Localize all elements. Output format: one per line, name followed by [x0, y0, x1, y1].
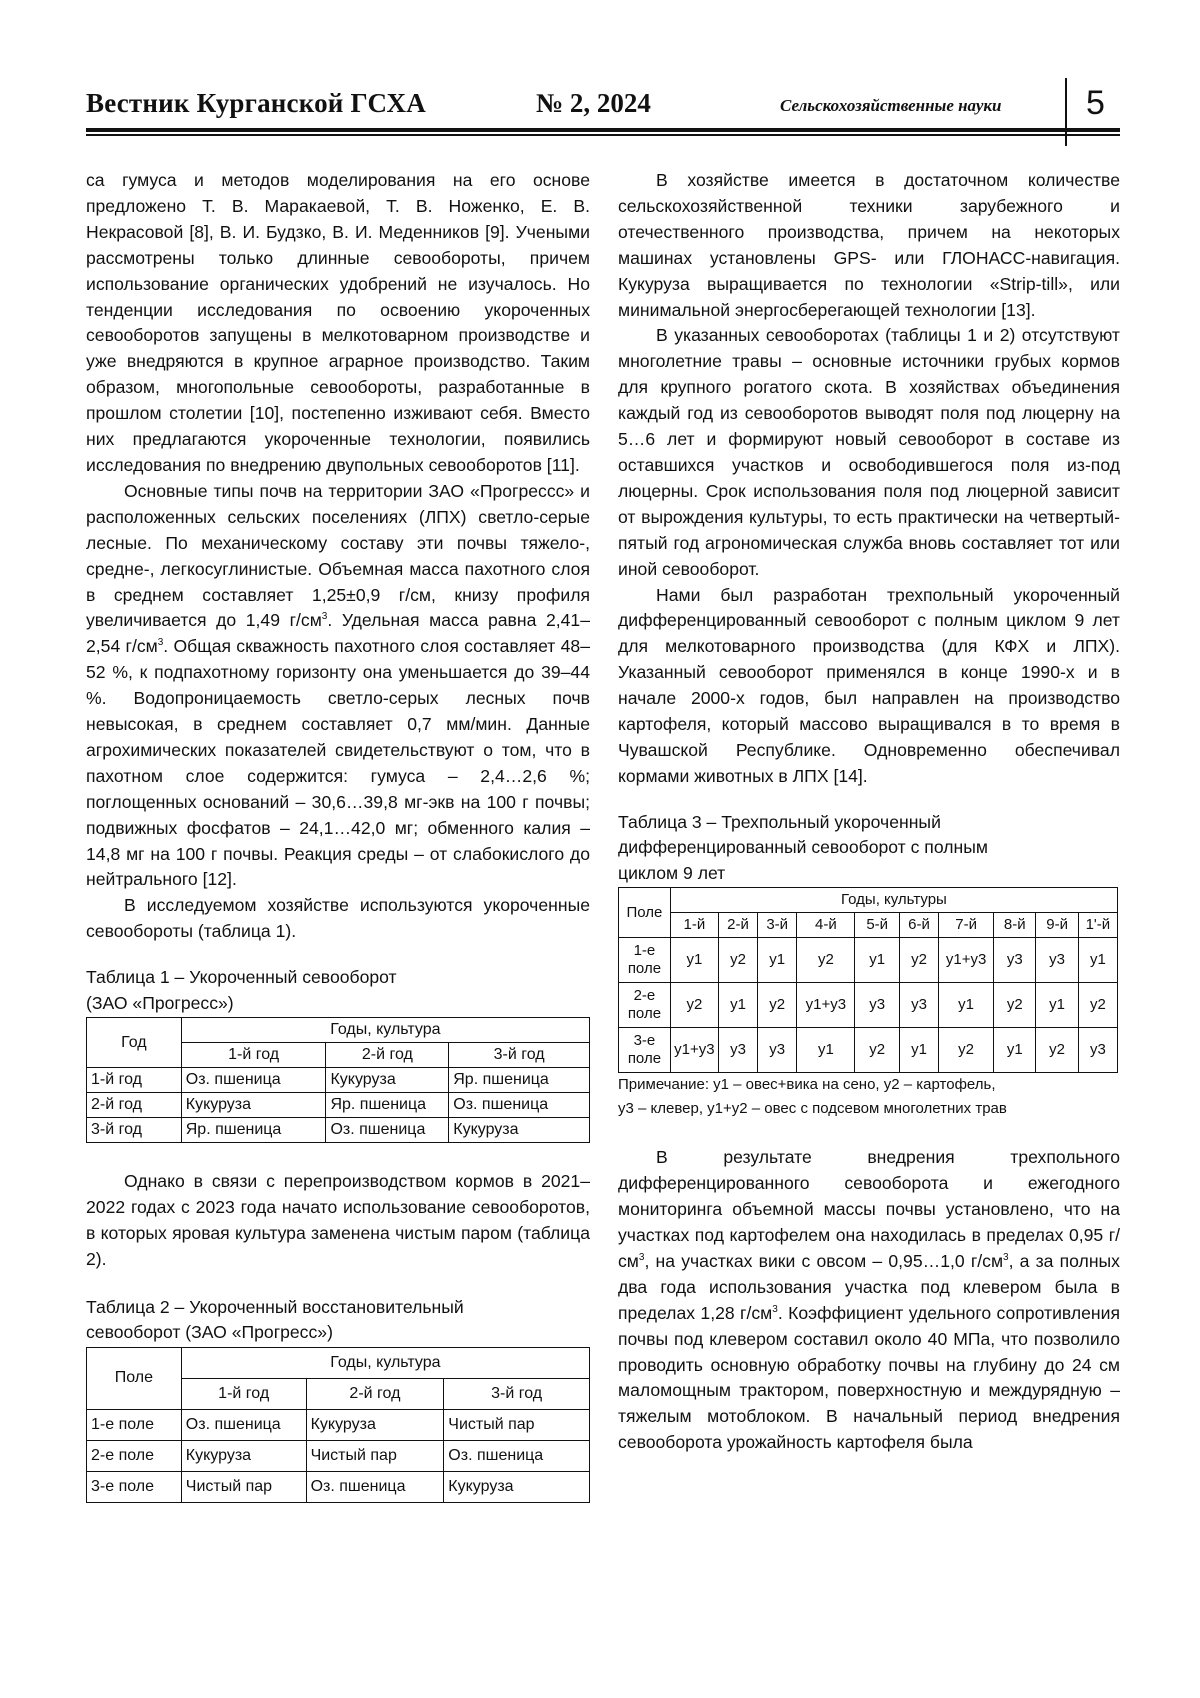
table-cell: Чистый пар [181, 1471, 306, 1502]
table3-note-line1: Примечание: у1 – овес+вика на сено, у2 – картофель, [618, 1076, 996, 1094]
table-cell: Кукуруза [181, 1440, 306, 1471]
superscript-3: 3 [772, 1303, 778, 1315]
table-cell: у1 [939, 983, 994, 1028]
page-number: 5 [1086, 84, 1105, 122]
table1-col-header: 2-й год [326, 1043, 449, 1068]
superscript-3: 3 [157, 637, 164, 649]
table-cell: 1-й год [87, 1068, 182, 1093]
table3-row-header: Поле [619, 888, 671, 938]
table-2 [86, 1347, 590, 1503]
table-cell: у2 [994, 983, 1036, 1028]
right-paragraph-2: В указанных севооборотах (таблицы 1 и 2) отсутствуют многолетние травы – основные источники грубых кормов для крупного рогатого скота. В хозяйствах объединения каждый год из севооборотов выводят поля под люцерну на 5…6 лет и формируют новый севооборот в составе из оставшихся участков и освободившегося поля из-под люцерны. Срок использования поля под люцерной зависит от вырождения культуры, то есть практически на четвертый-пятый год агрономическая служба вновь составляет тот или иной севооборот. [618, 325, 1120, 579]
superscript-3: 3 [1003, 1252, 1009, 1264]
table3-note-line2: у3 – клевер, у1+у2 – овес с подсевом многолетних трав [618, 1100, 1007, 1118]
table2-col-header: 1-й год [181, 1378, 306, 1409]
table1-caption-line1: Таблица 1 – Укороченный севооборот [86, 967, 397, 988]
table3-field-label [619, 938, 671, 983]
table-cell: Яр. пшеница [449, 1068, 590, 1093]
table-cell: у3 [899, 983, 938, 1028]
table-cell: у2 [899, 938, 938, 983]
table3-caption-line2: дифференцированный севооборот с полным [618, 837, 988, 858]
table3-col-header: 5-й [855, 913, 899, 938]
table-cell: у1+у3 [670, 1028, 718, 1073]
table-row [87, 1440, 590, 1471]
table2-caption-line1: Таблица 2 – Укороченный восстановительный [86, 1296, 464, 1317]
table-cell: у3 [1036, 938, 1078, 983]
table3-col-header: 1-й [670, 913, 718, 938]
table-cell: у1 [797, 1028, 855, 1073]
table3-col-header: 3-й [758, 913, 797, 938]
table-row [87, 1093, 590, 1118]
table-cell: Оз. пшеница [181, 1409, 306, 1440]
table-cell: у3 [718, 1028, 757, 1073]
left-column [86, 168, 590, 1503]
table2-row-header: Поле [87, 1347, 182, 1409]
table-cell: Кукуруза [449, 1118, 590, 1143]
header-rule-thick [86, 128, 1120, 132]
table-cell: Яр. пшеница [326, 1093, 449, 1118]
table-cell: у1 [994, 1028, 1036, 1073]
table-cell: Оз. пшеница [326, 1118, 449, 1143]
table-cell: Оз. пшеница [181, 1068, 326, 1093]
table-cell: 2-е поле [87, 1440, 182, 1471]
table-cell: у1 [670, 938, 718, 983]
table-cell: Кукуруза [444, 1471, 590, 1502]
field-word: поле [627, 1050, 662, 1068]
table-row [87, 1409, 590, 1440]
table3-col-header: 9-й [1036, 913, 1078, 938]
right-p4-part-a: В результате внедрения трехпольного дифференцированного севооборота и ежегодного мониторинга объемной массы почвы установлено, что на участках под картофелем она находилась в пределах 0,95 г/см [618, 1147, 1120, 1271]
table-row [87, 1068, 590, 1093]
table3-col-header: 2-й [718, 913, 757, 938]
table1-group-header: Годы, культура [181, 1018, 589, 1043]
section-title: Сельскохозяйственные науки [780, 96, 1002, 115]
table3-group-header: Годы, культуры [670, 888, 1117, 913]
table-cell: у2 [855, 1028, 899, 1073]
table3-col-header: 6-й [899, 913, 938, 938]
table-cell: Кукуруза [306, 1409, 444, 1440]
table-cell: у2 [939, 1028, 994, 1073]
right-p4-part-c: , а за полных два года использования участка под клевером была в пределах 1,28 г/см [618, 1250, 1120, 1323]
table-cell: у2 [718, 938, 757, 983]
left-p2-part-b: . Удельная масса равна 2,41–2,54 г/см [86, 610, 590, 657]
table-row [619, 938, 1118, 983]
table-cell: у1 [758, 938, 797, 983]
table1-col-header: 3-й год [449, 1043, 590, 1068]
table-row [87, 1118, 590, 1143]
right-paragraph-4 [618, 1145, 1120, 1456]
field-word: поле [627, 960, 662, 978]
table-cell: у1 [1036, 983, 1078, 1028]
table-cell: Оз. пшеница [306, 1471, 444, 1502]
table3-col-header: 8-й [994, 913, 1036, 938]
table-cell: Чистый пар [444, 1409, 590, 1440]
table-cell: у2 [797, 938, 855, 983]
table1-caption-line2: (ЗАО «Прогресс») [86, 992, 234, 1013]
right-paragraph-3: Нами был разработан трехпольный укороченный дифференцированный севооборот с полным циклом 9 лет для мелкотоварного производства (для КФХ и ЛПХ). Указанный севооборот применялся в конце 1990-х и в начале 2000-х годов, был направлен на производство картофеля, который массово выращивался в то время в Чувашской Республике. Одновременно обеспечивал кормами животных в ЛПХ [14]. [618, 584, 1120, 786]
table-row [619, 983, 1118, 1028]
field-number: 1-е [633, 942, 656, 960]
table1-row-header: Год [87, 1018, 182, 1068]
table-cell: Яр. пшеница [181, 1118, 326, 1143]
superscript-3: 3 [638, 1252, 645, 1264]
table-cell: 2-й год [87, 1093, 182, 1118]
table-cell: Чистый пар [306, 1440, 444, 1471]
table3-col-header: 4-й [797, 913, 855, 938]
table3-col-header: 1'-й [1078, 913, 1117, 938]
table-3 [618, 887, 1118, 1073]
right-paragraph-1: В хозяйстве имеется в достаточном количестве сельскохозяйственной техники зарубежного и отечественного производства, причем на некоторых машинах установлены GPS- или ГЛОНАСС-навигация. Кукуруза выращивается по технологии «Strip-till», или минимальной энергосберегающей технологии [13]. [618, 170, 1120, 320]
left-p2-part-a: Основные типы почв на территории ЗАО «Прогрессс» и расположенных сельских поселениях (ЛПХ) светло-серые лесные. По механическому составу эти почвы тяжело-, средне-, легкосуглинистые. Объемная масса пахотного слоя в среднем составляет 1,25±0,9 г/см, книзу профиля увеличивается до 1,49 г/см [86, 480, 590, 631]
left-paragraph-3: В исследуемом хозяйстве используются укороченные севообороты (таблица 1). [86, 895, 590, 942]
table2-col-header: 2-й год [306, 1378, 444, 1409]
field-number: 3-е [633, 1032, 656, 1050]
header-rule-thin [86, 134, 1120, 136]
table-cell: у3 [855, 983, 899, 1028]
table-cell: у1 [899, 1028, 938, 1073]
left-paragraph-1: са гумуса и методов моделирования на его основе предложено Т. В. Маракаевой, Т. В. Ноженко, Е. В. Некрасовой [8], В. И. Будзко, В. И. Меденников [9]. Учеными рассмотрены только длинные севообороты, причем использование органических удобрений не изучалось. Но тенденции исследования по освоению укороченных севооборотов запущены в мелкотоварном производстве и уже внедряются в крупное аграрное производство. Таким образом, многопольные севообороты, разработанные в прошлом столетии [10], постепенно изживают себя. Вместо них предлагаются укороченные технологии, появились исследования по внедрению двупольных севооборотов [11]. [86, 170, 590, 475]
table-cell: у1 [855, 938, 899, 983]
left-paragraph-2 [86, 479, 590, 894]
table-cell: у1 [1078, 938, 1117, 983]
table-1 [86, 1017, 590, 1143]
table-cell: 3-й год [87, 1118, 182, 1143]
table3-field-label [619, 983, 671, 1028]
table-cell: Кукуруза [326, 1068, 449, 1093]
header-divider [1065, 78, 1067, 146]
table-cell: 3-е поле [87, 1471, 182, 1502]
right-p4-part-d: . Коэффициент удельного сопротивления почвы под клевером составил около 40 МПа, что позволило проводить основную обработку почвы на глубину до 24 см маломощным трактором, поверхностную и междурядную – тяжелым мотоблоком. В начальный период внедрения севооборота урожайность картофеля была [618, 1302, 1120, 1453]
table-cell: Оз. пшеница [444, 1440, 590, 1471]
table1-col-header: 1-й год [181, 1043, 326, 1068]
table3-field-label [619, 1028, 671, 1073]
table-cell: у3 [1078, 1028, 1117, 1073]
table-row [619, 1028, 1118, 1073]
field-word: поле [627, 1005, 662, 1023]
table-row [87, 1471, 590, 1502]
right-p4-part-b: , на участках вики с овсом – 0,95…1,0 г/см [644, 1250, 1004, 1271]
journal-title: Вестник Курганской ГСХА [86, 88, 426, 118]
table3-caption-line3: циклом 9 лет [618, 862, 726, 883]
field-number: 2-е [633, 987, 656, 1005]
table-cell: у2 [670, 983, 718, 1028]
table3-col-header: 7-й [939, 913, 994, 938]
table-cell: у1 [718, 983, 757, 1028]
table-cell: у2 [1036, 1028, 1078, 1073]
table-cell: у2 [1078, 983, 1117, 1028]
right-column [618, 168, 1120, 1456]
table-cell: у3 [758, 1028, 797, 1073]
table2-col-header: 3-й год [444, 1378, 590, 1409]
table-cell: Оз. пшеница [449, 1093, 590, 1118]
issue-number: № 2, 2024 [536, 88, 651, 118]
table3-caption-line1: Таблица 3 – Трехпольный укороченный [618, 811, 941, 832]
table-cell: у1+у3 [939, 938, 994, 983]
table-cell: у1+у3 [797, 983, 855, 1028]
left-paragraph-4: Однако в связи с перепроизводством кормов в 2021–2022 годах с 2023 года начато использование севооборотов, в которых яровая культура заменена чистым паром (таблица 2). [86, 1171, 590, 1269]
table-cell: Кукуруза [181, 1093, 326, 1118]
table2-caption-line2: севооборот (ЗАО «Прогресс») [86, 1322, 333, 1343]
left-p2-part-c: . Общая скважность пахотного слоя составляет 48–52 %, к подпахотному горизонту она уменьшается до 39–44 %. Водопроницаемость светло-серых лесных почв невысокая, в среднем составляет 0,7 мм/мин. Данные агрохимических показателей свидетельствуют о том, что в пахотном слое содержится: гумуса – 2,4…2,6 %; поглощенных оснований – 30,6…39,8 мг-экв на 100 г почвы; подвижных фосфатов – 24,1…42,0 мг; обменного калия – 14,8 мг на 100 г почвы. Реакция среды – от слабокислого до нейтрального [12]. [86, 636, 590, 890]
superscript-3: 3 [321, 611, 328, 623]
table2-group-header: Годы, культура [181, 1347, 589, 1378]
table-cell: у3 [994, 938, 1036, 983]
table-cell: 1-е поле [87, 1409, 182, 1440]
table-cell: у2 [758, 983, 797, 1028]
